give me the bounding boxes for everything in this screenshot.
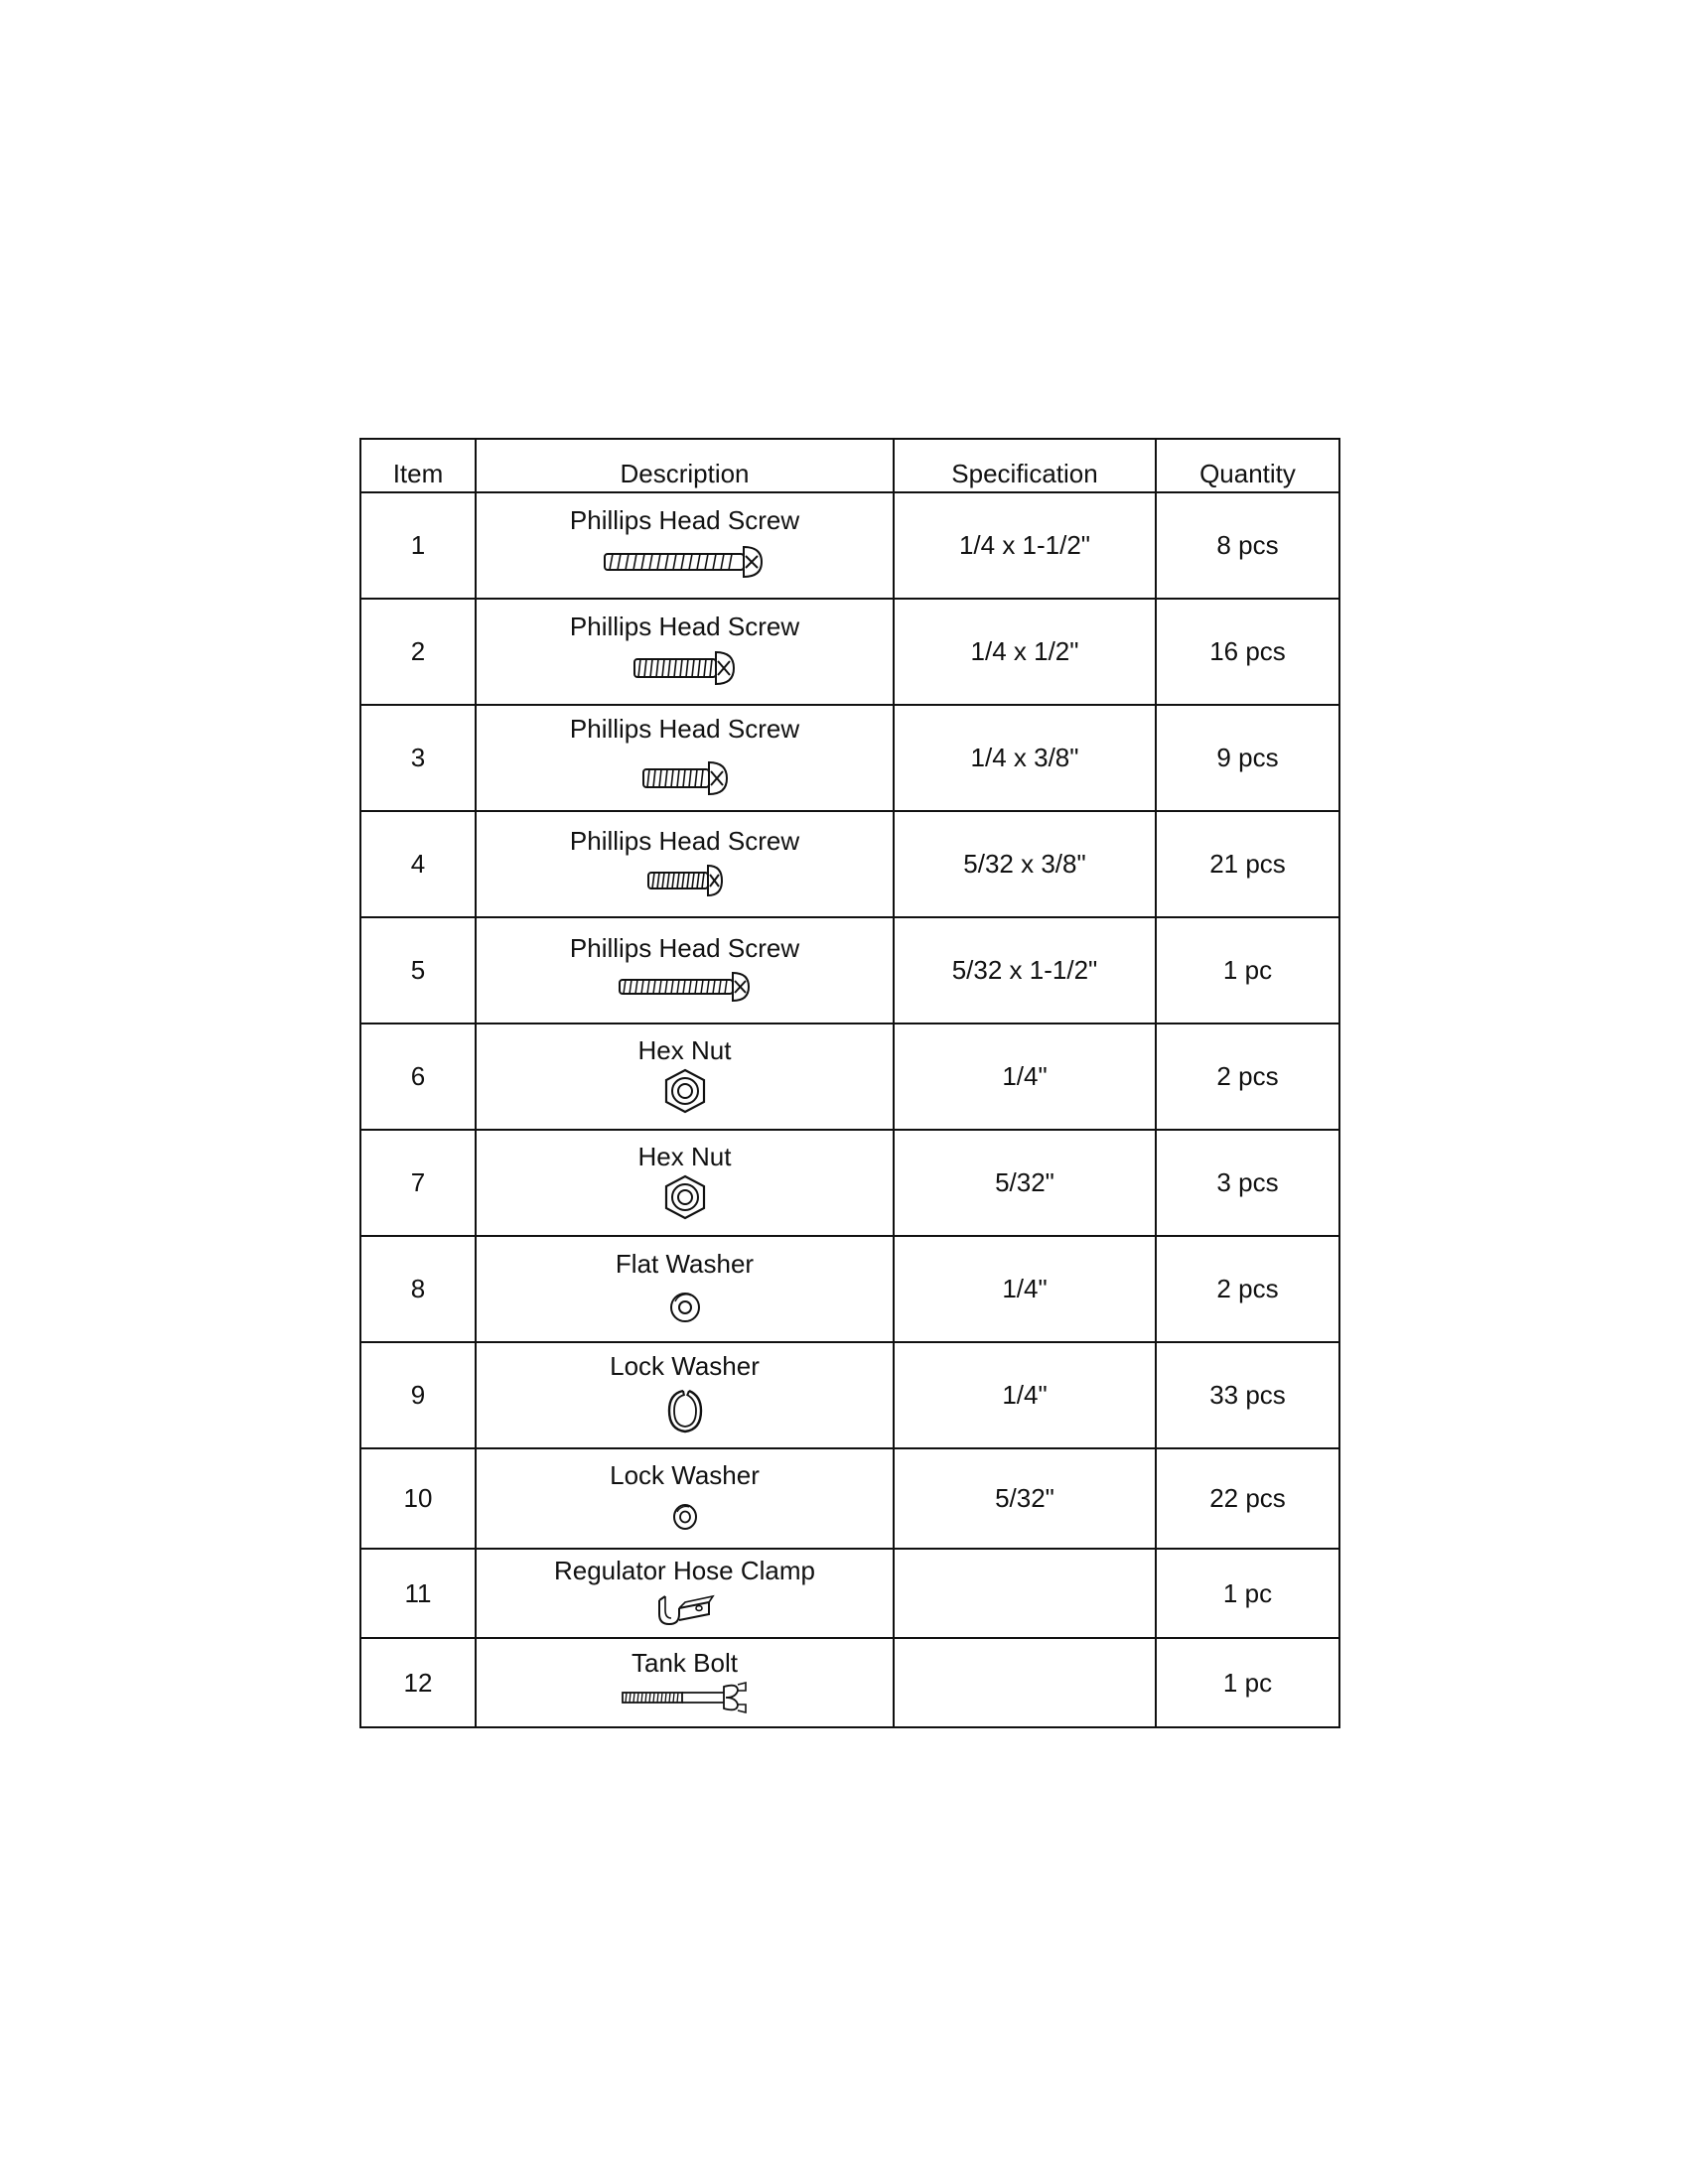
table-row	[360, 1130, 1339, 1236]
specification-cell	[894, 1549, 1156, 1638]
description-label: Phillips Head Screw	[569, 714, 800, 744]
table-row	[360, 599, 1339, 705]
description-cell	[476, 1638, 894, 1727]
table-header-row	[360, 439, 1339, 492]
item-number: 12	[360, 1638, 476, 1727]
specification-cell: 5/32 x 1-1/2"	[894, 917, 1156, 1024]
description-label: Lock Washer	[610, 1460, 760, 1490]
description-cell	[476, 1549, 894, 1638]
header-item: Item	[360, 439, 476, 492]
thin-long-screw-icon	[616, 970, 755, 1004]
description-cell	[476, 705, 894, 811]
lock-washer-icon	[665, 1386, 705, 1435]
table-row	[360, 1549, 1339, 1638]
quantity-cell: 1 pc	[1156, 1638, 1339, 1727]
specification-cell: 1/4 x 3/8"	[894, 705, 1156, 811]
table-row	[360, 1024, 1339, 1130]
header-description: Description	[476, 439, 894, 492]
quantity-cell: 16 pcs	[1156, 599, 1339, 705]
description-label: Hex Nut	[637, 1142, 732, 1171]
item-number: 2	[360, 599, 476, 705]
description-cell	[476, 1024, 894, 1130]
description-label: Tank Bolt	[632, 1647, 738, 1678]
description-label: Flat Washer	[615, 1249, 755, 1279]
specification-cell: 1/4 x 1-1/2"	[894, 492, 1156, 599]
item-number: 11	[360, 1549, 476, 1638]
specification-cell: 1/4"	[894, 1024, 1156, 1130]
description-cell	[476, 599, 894, 705]
description-label: Hex Nut	[637, 1035, 732, 1065]
table-row	[360, 492, 1339, 599]
item-number: 10	[360, 1448, 476, 1549]
item-number: 8	[360, 1236, 476, 1342]
description-label: Phillips Head Screw	[569, 933, 800, 963]
hardware-parts-table	[359, 438, 1340, 1728]
description-label: Phillips Head Screw	[569, 826, 800, 856]
table-row	[360, 811, 1339, 917]
description-cell	[476, 1130, 894, 1236]
quantity-cell: 21 pcs	[1156, 811, 1339, 917]
short-screw-icon	[639, 758, 731, 798]
specification-cell	[894, 1638, 1156, 1727]
specification-cell: 5/32"	[894, 1448, 1156, 1549]
quantity-cell: 8 pcs	[1156, 492, 1339, 599]
header-specification: Specification	[894, 439, 1156, 492]
description-cell	[476, 1342, 894, 1448]
specification-cell: 1/4 x 1/2"	[894, 599, 1156, 705]
quantity-cell: 3 pcs	[1156, 1130, 1339, 1236]
specification-cell: 5/32 x 3/8"	[894, 811, 1156, 917]
description-label: Phillips Head Screw	[569, 505, 800, 535]
quantity-cell: 22 pcs	[1156, 1448, 1339, 1549]
description-cell	[476, 811, 894, 917]
specification-cell: 5/32"	[894, 1130, 1156, 1236]
item-number: 5	[360, 917, 476, 1024]
table-row	[360, 705, 1339, 811]
item-number: 6	[360, 1024, 476, 1130]
description-label: Phillips Head Screw	[569, 612, 800, 641]
medium-screw-icon	[631, 648, 740, 688]
table-row	[360, 917, 1339, 1024]
description-cell	[476, 1448, 894, 1549]
small-lock-washer-icon	[670, 1501, 700, 1533]
long-screw-icon	[601, 542, 770, 582]
table-row	[360, 1236, 1339, 1342]
item-number: 1	[360, 492, 476, 599]
specification-cell: 1/4"	[894, 1342, 1156, 1448]
quantity-cell: 9 pcs	[1156, 705, 1339, 811]
quantity-cell: 1 pc	[1156, 1549, 1339, 1638]
flat-washer-icon	[667, 1290, 703, 1325]
item-number: 3	[360, 705, 476, 811]
table-row	[360, 1638, 1339, 1727]
hose-clamp-icon	[655, 1588, 715, 1628]
description-cell	[476, 1236, 894, 1342]
quantity-cell: 33 pcs	[1156, 1342, 1339, 1448]
hex-nut-icon	[661, 1068, 709, 1114]
tank-bolt-icon	[621, 1681, 750, 1714]
small-screw-icon	[644, 863, 726, 898]
table-row	[360, 1342, 1339, 1448]
description-label: Regulator Hose Clamp	[553, 1555, 815, 1585]
quantity-cell: 1 pc	[1156, 917, 1339, 1024]
item-number: 7	[360, 1130, 476, 1236]
item-number: 4	[360, 811, 476, 917]
specification-cell: 1/4"	[894, 1236, 1156, 1342]
description-label: Lock Washer	[610, 1351, 760, 1381]
table-row	[360, 1448, 1339, 1549]
description-cell	[476, 917, 894, 1024]
quantity-cell: 2 pcs	[1156, 1024, 1339, 1130]
header-quantity: Quantity	[1156, 439, 1339, 492]
item-number: 9	[360, 1342, 476, 1448]
hex-nut-icon	[661, 1174, 709, 1220]
quantity-cell: 2 pcs	[1156, 1236, 1339, 1342]
description-cell	[476, 492, 894, 599]
